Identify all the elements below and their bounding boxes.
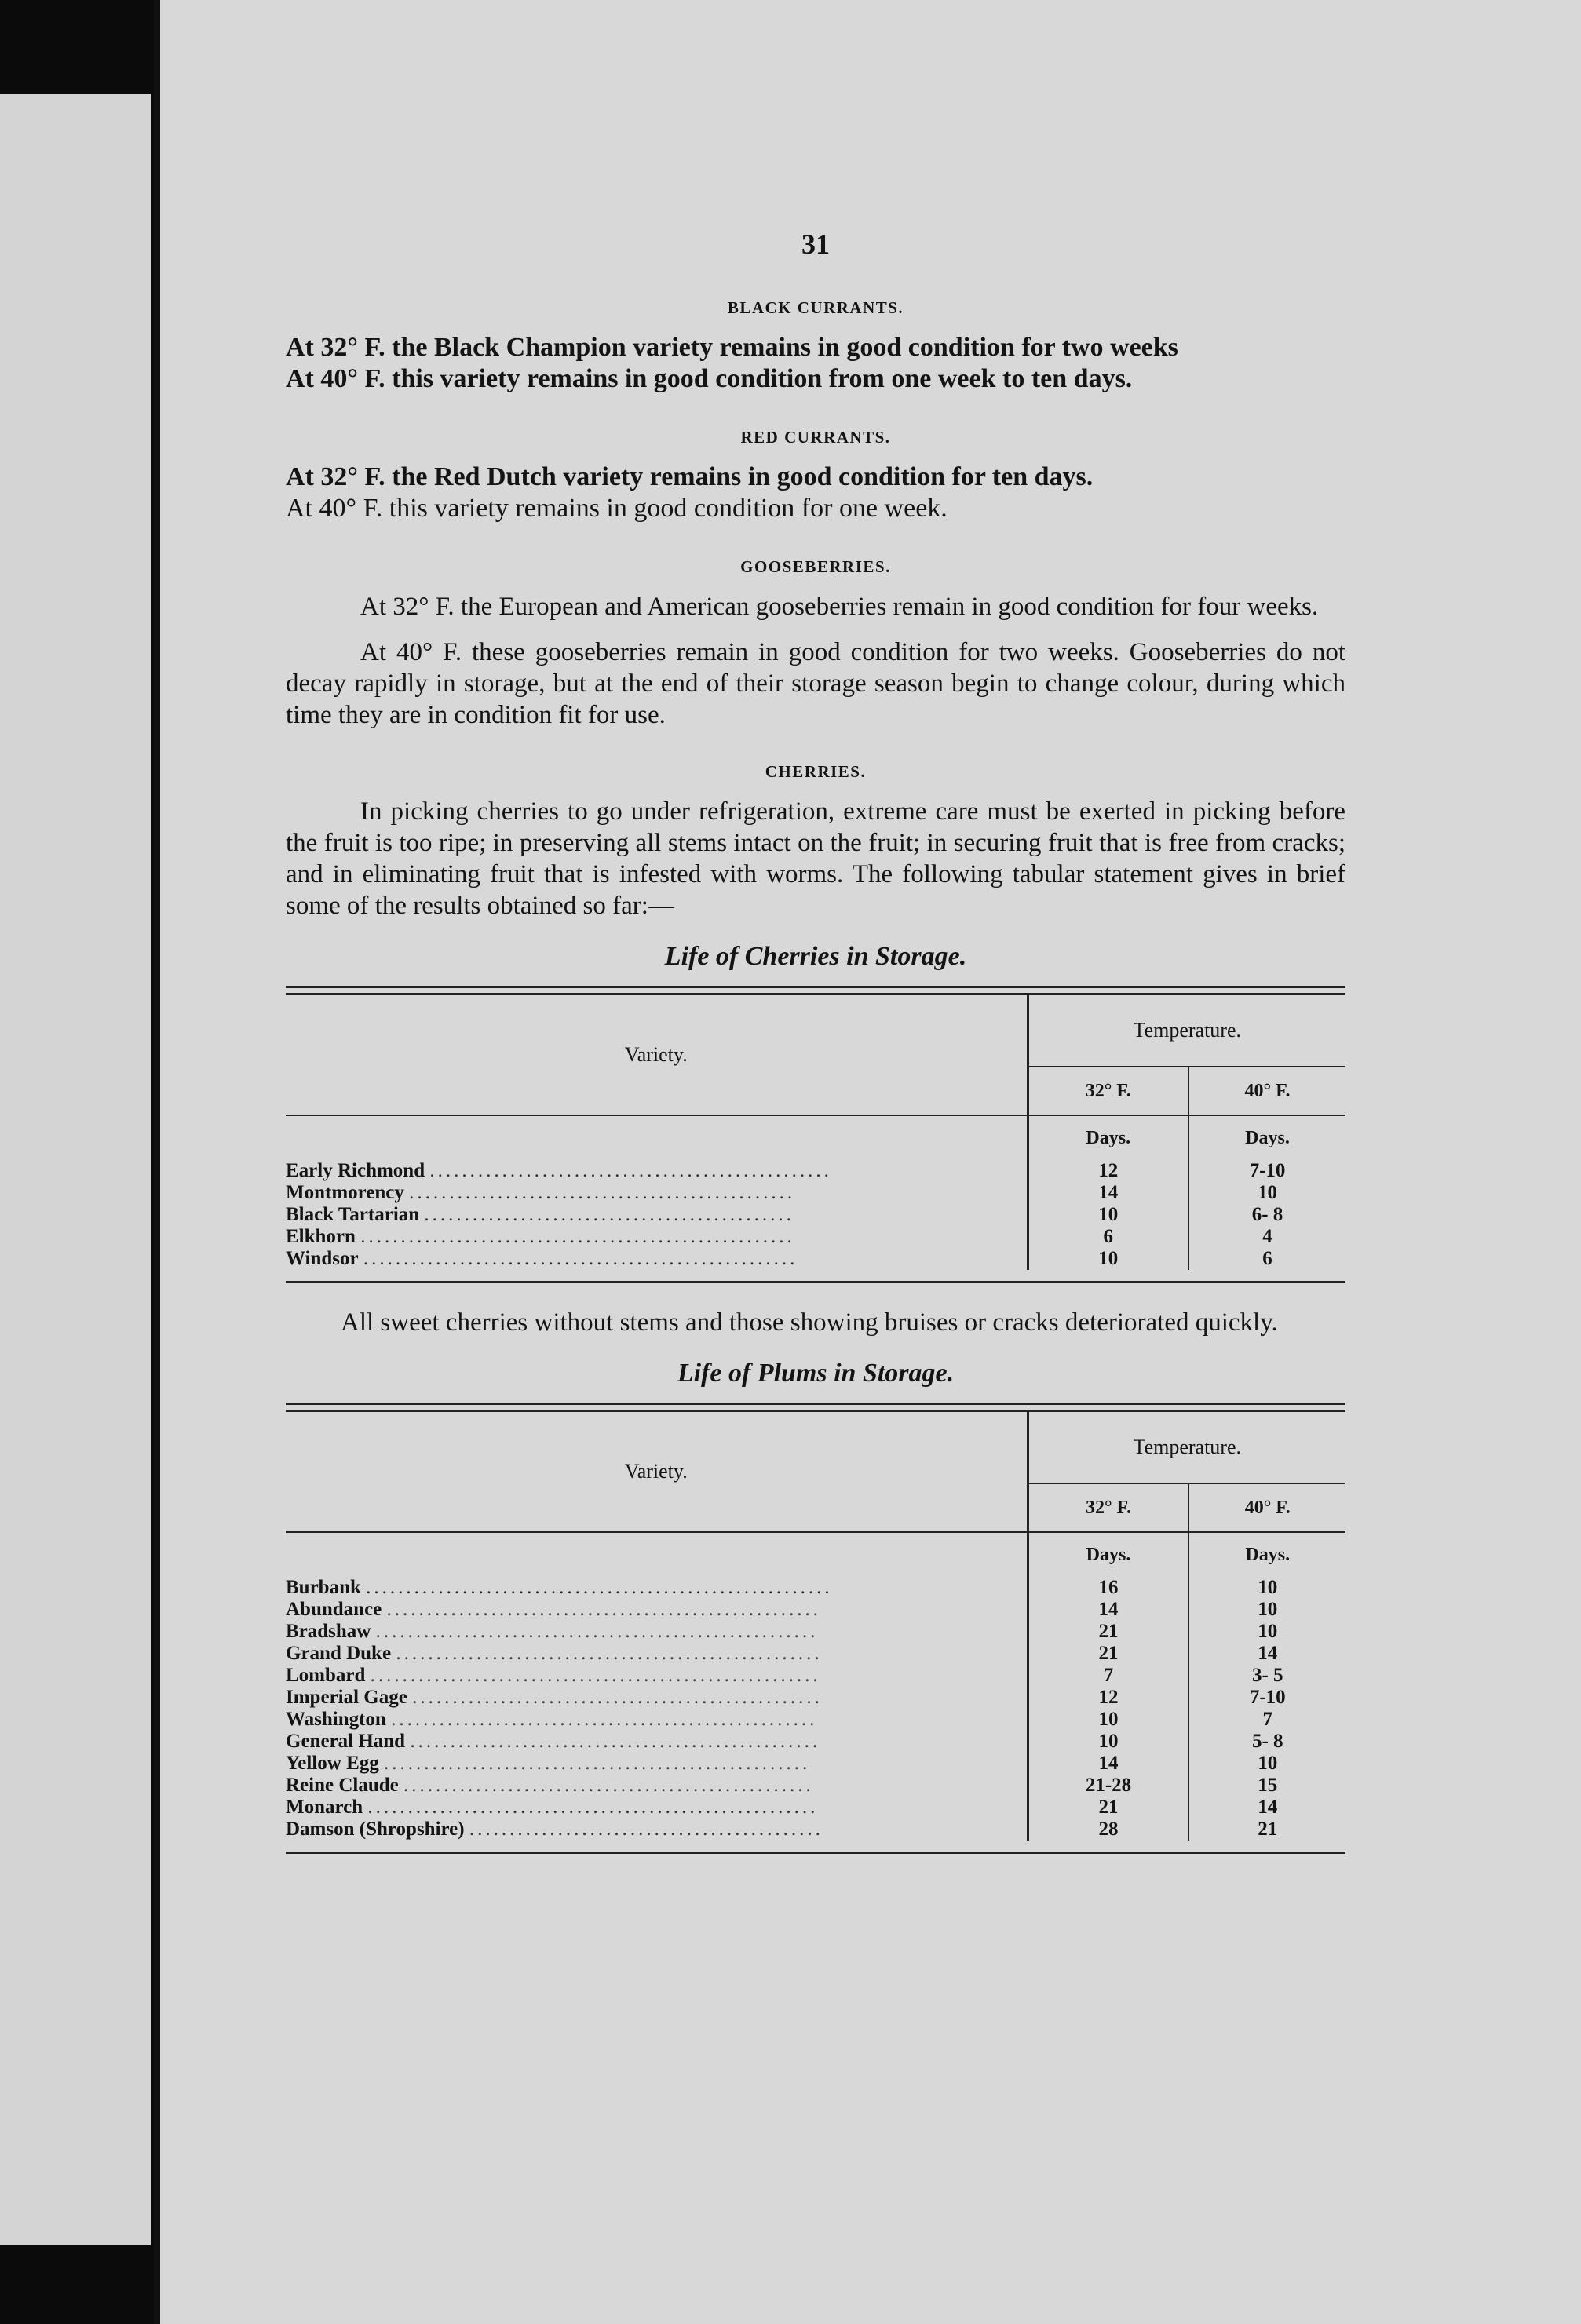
gooseberries-paragraph-2: At 40° F. these gooseberries remain in good condition for two weeks. Gooseberries do not decay rapidly in storage, but at the end of their storage season begin to change colour, during which time they are in condition fit for use.	[286, 638, 1345, 729]
section-heading-cherries: CHERRIES.	[765, 762, 867, 781]
plums-variety-name: Washington	[286, 1709, 386, 1730]
leader-dots: .....................................................	[396, 1643, 823, 1664]
leader-dots: ............................................	[469, 1819, 823, 1840]
table-row	[286, 1665, 1345, 1687]
cherries-variety-cell	[286, 1204, 1028, 1226]
leader-dots: .....................................................	[384, 1753, 811, 1774]
plums-days-40f: 21	[1258, 1819, 1278, 1840]
plums-variety-cell	[286, 1621, 1028, 1643]
plums-variety-name: Bradshaw	[286, 1621, 371, 1642]
table-row	[286, 1599, 1345, 1621]
cherries-days-32f: 14	[1028, 1182, 1188, 1204]
cherries-days-40f: 4	[1262, 1226, 1272, 1247]
table-row	[286, 1797, 1345, 1819]
leader-dots: ................................................	[409, 1182, 796, 1203]
cherries-days-40f: 7-10	[1249, 1160, 1286, 1181]
cherries-variety-cell	[286, 1248, 1028, 1270]
plums-variety-cell	[286, 1775, 1028, 1797]
cherries-variety-name: Early Richmond	[286, 1160, 425, 1181]
leader-dots: .....................................................	[391, 1709, 818, 1730]
cherries-days-40f: 10	[1258, 1182, 1277, 1203]
cherries-variety-cell	[286, 1182, 1028, 1204]
plums-variety-name: Abundance	[286, 1599, 382, 1620]
cherries-40f-header: 40° F.	[1188, 1067, 1345, 1115]
plums-days-32f: 21	[1028, 1797, 1188, 1819]
page-content	[286, 228, 1345, 1854]
cherries-days-32f: 6	[1028, 1226, 1188, 1248]
cherries-variety-cell	[286, 1160, 1028, 1182]
cherries-table-top-rule	[286, 986, 1345, 995]
plums-variety-cell	[286, 1709, 1028, 1731]
plums-variety-name: Imperial Gage	[286, 1687, 407, 1708]
plums-storage-table	[286, 1412, 1345, 1841]
cherries-variety-name: Black Tartarian	[286, 1204, 420, 1225]
cherries-32f-header: 32° F.	[1028, 1067, 1188, 1115]
section-heading-gooseberries: GOOSEBERRIES.	[740, 557, 891, 576]
plums-days-32f: 12	[1028, 1687, 1188, 1709]
plums-days-40f: 7	[1262, 1709, 1272, 1730]
cherries-variety-name: Montmorency	[286, 1182, 404, 1203]
table-row	[286, 1204, 1345, 1226]
cherries-days-40f: 6	[1262, 1248, 1272, 1269]
cherries-variety-name: Elkhorn	[286, 1226, 356, 1247]
plums-table-bottom-rule	[286, 1852, 1345, 1854]
cherries-variety-cell	[286, 1226, 1028, 1248]
red-currants-line-2: At 40° F. this variety remains in good condition for one week.	[286, 494, 948, 523]
plums-days-40f: 7-10	[1249, 1687, 1286, 1708]
plums-days-40f: 10	[1258, 1599, 1278, 1620]
plums-days-32f: 21	[1028, 1643, 1188, 1665]
plums-variety-name: Burbank	[286, 1577, 361, 1598]
table-row	[286, 1160, 1345, 1182]
plums-days-40f: 3- 5	[1251, 1665, 1283, 1686]
plums-days-40f: 5- 8	[1251, 1731, 1283, 1752]
plums-days-32f: 10	[1028, 1731, 1188, 1753]
cherries-variety-header: Variety.	[286, 995, 1028, 1115]
table-row	[286, 1753, 1345, 1775]
leader-dots: ...................................................	[412, 1687, 823, 1708]
adjacent-page-edge	[0, 94, 151, 2245]
plums-variety-cell	[286, 1577, 1028, 1599]
plums-variety-name: General Hand	[286, 1731, 406, 1752]
plums-variety-cell	[286, 1599, 1028, 1621]
plums-variety-cell	[286, 1731, 1028, 1753]
plums-variety-name: Lombard	[286, 1665, 366, 1686]
plums-variety-cell	[286, 1665, 1028, 1687]
leader-dots: ..................................................	[429, 1160, 832, 1181]
plums-32f-unit: Days.	[1028, 1533, 1188, 1577]
leader-dots: ........................................................	[370, 1665, 821, 1686]
cherries-40f-unit: Days.	[1245, 1127, 1290, 1148]
leader-dots: ...................................................	[410, 1731, 821, 1752]
cherries-paragraph: In picking cherries to go under refrigeration, extreme care must be exerted in picking before the fruit is too ripe; in preserving all stems intact on the fruit; in securing fruit that is free from cracks; and in eliminating fruit that is infested with worms. The following tabular statement gives in brief some of the results obtained so far:—	[286, 797, 1345, 920]
table-row	[286, 1182, 1345, 1204]
cherries-days-32f: 10	[1028, 1204, 1188, 1226]
table-row	[286, 1709, 1345, 1731]
leader-dots: ..........................................................	[366, 1577, 833, 1598]
cherries-days-40f: 6- 8	[1251, 1204, 1283, 1225]
plums-variety-name: Damson (Shropshire)	[286, 1819, 465, 1840]
table-row	[286, 1226, 1345, 1248]
plums-days-40f: 14	[1258, 1643, 1278, 1664]
plums-days-32f: 14	[1028, 1753, 1188, 1775]
table-row	[286, 1577, 1345, 1599]
table-row	[286, 1621, 1345, 1643]
section-heading-red-currants: RED CURRANTS.	[740, 428, 891, 447]
cherries-table-title: Life of Cherries in Storage.	[664, 942, 967, 971]
plums-variety-cell	[286, 1643, 1028, 1665]
black-currants-line-1: At 32° F. the Black Champion variety remains in good condition for two weeks	[286, 333, 1178, 362]
table-row	[286, 1819, 1345, 1841]
page-number: 31	[801, 228, 830, 260]
cherries-32f-unit: Days.	[1028, 1116, 1188, 1160]
plums-days-32f: 7	[1028, 1665, 1188, 1687]
plums-days-40f: 15	[1258, 1775, 1278, 1796]
plums-variety-name: Grand Duke	[286, 1643, 392, 1664]
cherries-table-bottom-rule	[286, 1281, 1345, 1283]
cherries-storage-table	[286, 995, 1345, 1270]
leader-dots: .......................................................	[375, 1621, 819, 1642]
table-row	[286, 1687, 1345, 1709]
plums-variety-header: Variety.	[286, 1412, 1028, 1532]
table-row	[286, 1248, 1345, 1270]
plums-days-40f: 14	[1258, 1797, 1278, 1818]
plums-variety-name: Reine Claude	[286, 1775, 399, 1796]
plums-temperature-header: Temperature.	[1133, 1436, 1241, 1458]
plums-variety-name: Yellow Egg	[286, 1753, 379, 1774]
plums-variety-cell	[286, 1819, 1028, 1841]
leader-dots: ........................................................	[367, 1797, 819, 1818]
plums-days-32f: 14	[1028, 1599, 1188, 1621]
table-row	[286, 1731, 1345, 1753]
plums-40f-unit: Days.	[1245, 1544, 1291, 1565]
plums-days-40f: 10	[1258, 1577, 1278, 1598]
leader-dots: ......................................................	[360, 1226, 795, 1247]
leader-dots: ......................................................	[386, 1599, 822, 1620]
plums-variety-cell	[286, 1687, 1028, 1709]
plums-variety-cell	[286, 1753, 1028, 1775]
leader-dots: ......................................................	[363, 1248, 798, 1269]
red-currants-line-1: At 32° F. the Red Dutch variety remains in good condition for ten days.	[286, 462, 1094, 491]
plums-days-40f: 10	[1258, 1621, 1278, 1642]
plums-variety-cell	[286, 1797, 1028, 1819]
plums-days-32f: 21	[1028, 1621, 1188, 1643]
plums-variety-name: Monarch	[286, 1797, 363, 1818]
document-page	[154, 0, 1581, 2324]
plums-days-32f: 21-28	[1028, 1775, 1188, 1797]
plums-32f-header: 32° F.	[1028, 1483, 1188, 1532]
table-row	[286, 1775, 1345, 1797]
plums-days-40f: 10	[1258, 1753, 1278, 1774]
black-currants-line-2: At 40° F. this variety remains in good condition from one week to ten days.	[286, 364, 1133, 393]
plums-days-32f: 16	[1028, 1577, 1188, 1599]
cherries-days-32f: 12	[1028, 1160, 1188, 1182]
plums-40f-header: 40° F.	[1188, 1483, 1345, 1532]
plums-days-32f: 28	[1028, 1819, 1188, 1841]
leader-dots: ...................................................	[403, 1775, 814, 1796]
section-heading-black-currants: BLACK CURRANTS.	[727, 298, 904, 317]
cherries-note: All sweet cherries without stems and those showing bruises or cracks deteriorated quickly.	[341, 1308, 1278, 1337]
table-row	[286, 1643, 1345, 1665]
plums-days-32f: 10	[1028, 1709, 1188, 1731]
gooseberries-paragraph-1: At 32° F. the European and American gooseberries remain in good condition for four weeks.	[360, 593, 1319, 621]
cherries-variety-name: Windsor	[286, 1248, 359, 1269]
cherries-temperature-header: Temperature.	[1133, 1019, 1241, 1042]
cherries-days-32f: 10	[1028, 1248, 1188, 1270]
plums-table-title: Life of Plums in Storage.	[677, 1359, 955, 1388]
leader-dots: ..............................................	[424, 1204, 794, 1225]
plums-table-top-rule	[286, 1403, 1345, 1412]
